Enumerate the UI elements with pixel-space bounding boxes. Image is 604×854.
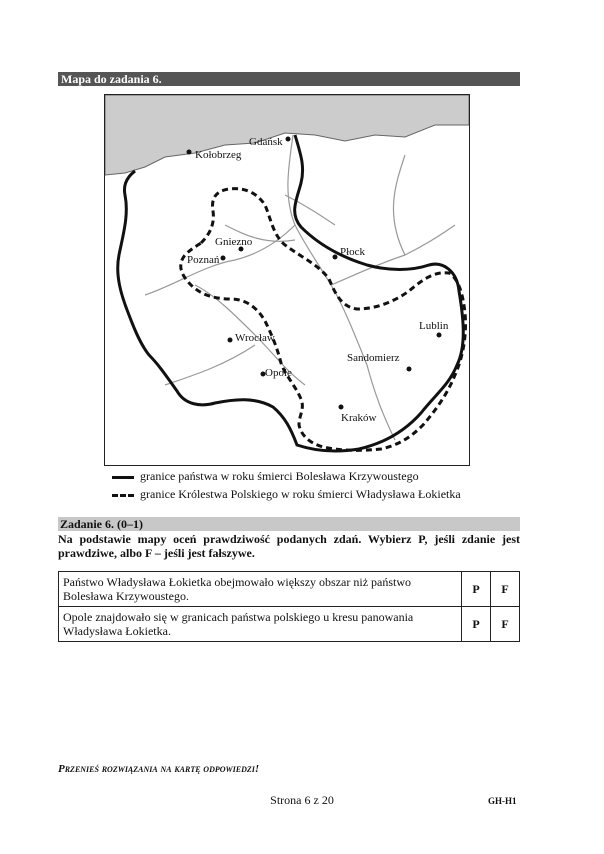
exam-code: GH-H1	[488, 796, 517, 806]
statement-text: Opole znajdowało się w granicach państwa polskiego u kresu panowania Władysława Łokietka.	[59, 607, 462, 642]
city-label-opole: Opole	[265, 367, 292, 379]
transfer-answers-note: Przenieś rozwiązania na kartę odpowiedzi!	[58, 763, 260, 775]
task-header	[58, 517, 520, 531]
answer-p-option[interactable]: P	[462, 607, 491, 642]
legend-solid	[112, 469, 419, 483]
legend-dashed	[112, 487, 461, 501]
city-dot-gdansk	[286, 137, 291, 142]
border-krzywousty	[118, 135, 464, 451]
city-dot-lublin	[437, 333, 442, 338]
city-dots	[187, 137, 442, 410]
city-label-gniezno: Gniezno	[215, 236, 253, 248]
answer-f-option[interactable]: F	[491, 572, 520, 607]
table-row	[59, 572, 520, 607]
city-dot-plock	[333, 255, 338, 260]
task-instruction: Na podstawie mapy oceń prawdziwość podanych zdań. Wybierz P, jeśli zdanie jest prawdziwe, albo F – jeśli jest fałszywe.	[58, 532, 520, 560]
answer-p-option[interactable]: P	[462, 572, 491, 607]
city-dot-poznan	[221, 256, 226, 261]
task-title: Zadanie 6. (0–1)	[60, 517, 144, 531]
legend-solid-label: granice państwa w roku śmierci Bolesława Krzywoustego	[140, 469, 419, 483]
city-dot-wroclaw	[228, 338, 233, 343]
city-label-kolobrzeg: Kołobrzeg	[195, 149, 242, 161]
city-label-wroclaw: Wrocław	[235, 332, 275, 344]
baltic-sea	[105, 95, 469, 175]
answer-f-option[interactable]: F	[491, 607, 520, 642]
page-number: Strona 6 z 20	[270, 793, 334, 807]
statements-table	[58, 571, 520, 642]
map-svg	[105, 95, 469, 465]
city-dot-sandomierz	[407, 367, 412, 372]
legend-solid-line	[112, 476, 134, 479]
city-dot-kolobrzeg	[187, 150, 192, 155]
city-label-poznan: Poznań	[187, 254, 220, 266]
city-label-krakow: Kraków	[341, 412, 377, 424]
map-section-header	[58, 72, 520, 86]
map-section-title: Mapa do zadania 6.	[61, 72, 162, 86]
city-label-plock: Płock	[340, 246, 366, 258]
statement-text: Państwo Władysława Łokietka obejmowało większy obszar niż państwo Bolesława Krzywoustego.	[59, 572, 462, 607]
table-row	[59, 607, 520, 642]
city-label-sandomierz: Sandomierz	[347, 352, 400, 364]
city-label-lublin: Lublin	[419, 320, 449, 332]
city-dot-krakow	[339, 405, 344, 410]
legend-dashed-line	[112, 494, 134, 497]
city-label-gdansk: Gdańsk	[249, 136, 283, 148]
legend-dashed-label: granice Królestwa Polskiego w roku śmierci Władysława Łokietka	[140, 487, 461, 501]
historical-map	[104, 94, 470, 466]
